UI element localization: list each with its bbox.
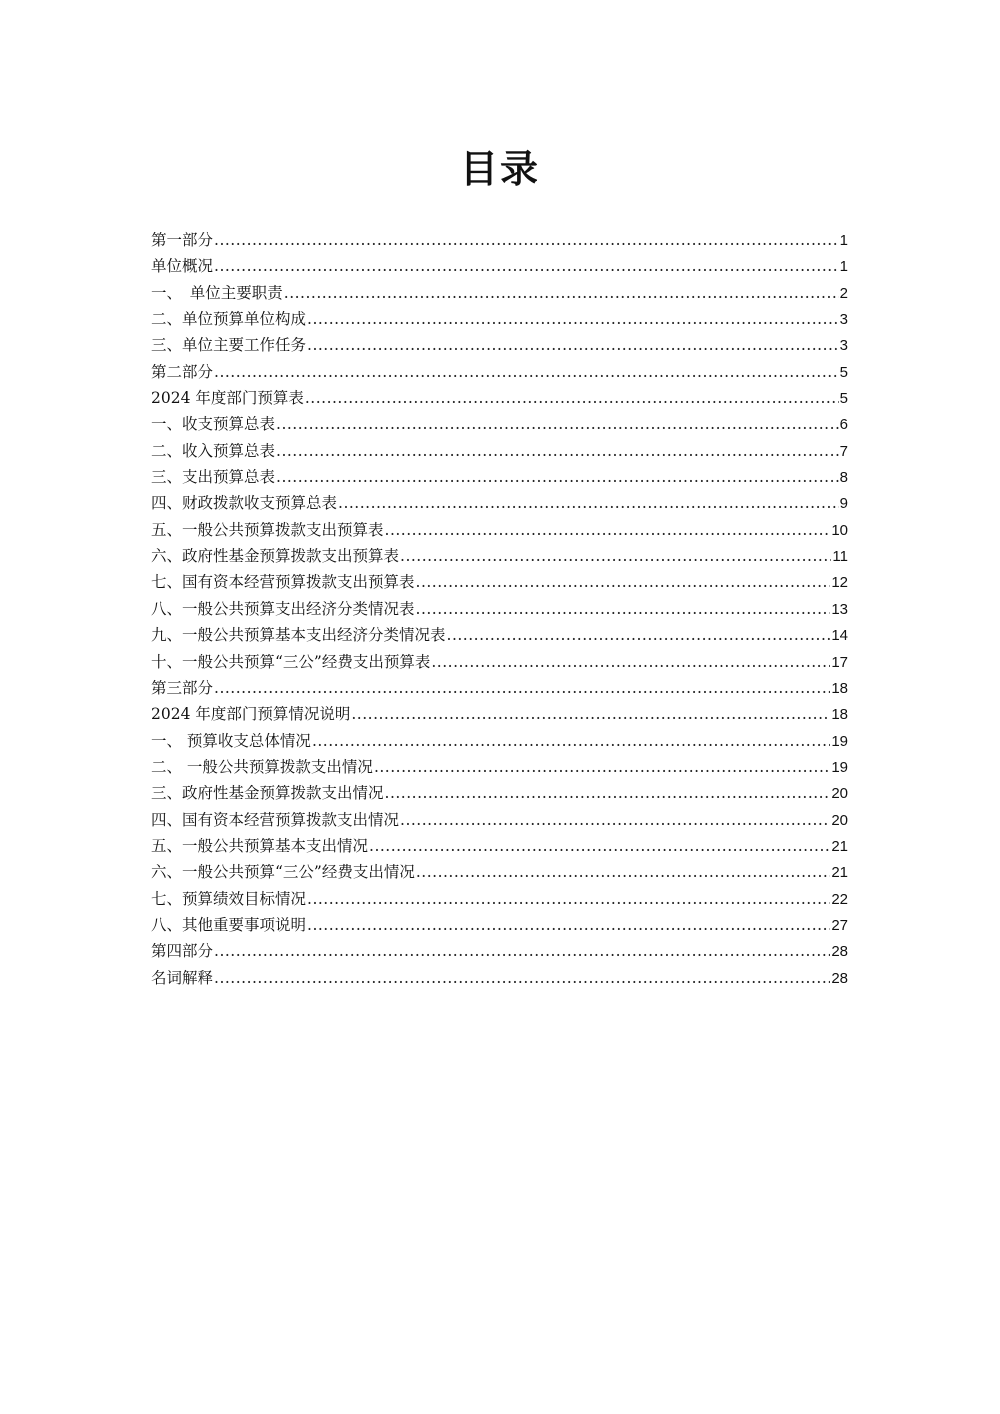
- toc-entry-label: 五、一般公共预算基本支出情况: [151, 836, 369, 855]
- toc-leader-dots: [214, 675, 830, 701]
- toc-entry-label: 九、一般公共预算基本支出经济分类情况表: [151, 626, 446, 645]
- toc-entry-page-number: 21: [831, 837, 848, 855]
- toc-entry[interactable]: [151, 807, 848, 833]
- toc-entry[interactable]: [151, 859, 848, 885]
- toc-entry[interactable]: [151, 780, 848, 806]
- toc-entry-page-number: 7: [839, 442, 848, 460]
- toc-entry-page-number: 21: [831, 864, 848, 882]
- toc-entry-page-number: 3: [839, 337, 848, 355]
- toc-entry-label: 二、 一般公共预算拨款支出情况: [151, 757, 373, 776]
- toc-entry-page-number: 12: [831, 574, 848, 592]
- toc-entry-page-number: 22: [831, 890, 848, 908]
- toc-entry-page-number: 5: [839, 363, 848, 381]
- toc-entry[interactable]: [151, 596, 848, 622]
- toc-entry-page-number: 6: [839, 416, 848, 434]
- toc-entry-page-number: 18: [831, 679, 848, 697]
- toc-entry-page-number: 10: [831, 521, 848, 539]
- toc-leader-dots: [312, 728, 830, 754]
- toc-leader-dots: [447, 622, 831, 648]
- toc-entry-page-number: 1: [839, 258, 848, 276]
- toc-entry-label: 十、一般公共预算“三公”经费支出预算表: [151, 652, 431, 671]
- toc-entry[interactable]: [151, 306, 848, 332]
- toc-entry-label: 八、一般公共预算支出经济分类情况表: [151, 599, 415, 618]
- toc-leader-dots: [385, 517, 831, 543]
- toc-entry-label: 二、收入预算总表: [151, 441, 276, 460]
- toc-entry[interactable]: [151, 965, 848, 991]
- toc-entry[interactable]: [151, 280, 848, 306]
- toc-leader-dots: [307, 306, 839, 332]
- toc-leader-dots: [369, 833, 830, 859]
- toc-leader-dots: [307, 886, 830, 912]
- toc-entry-page-number: 13: [831, 600, 848, 618]
- table-of-contents: [151, 227, 848, 991]
- toc-entry[interactable]: [151, 464, 848, 490]
- toc-entry[interactable]: [151, 385, 848, 411]
- toc-entry[interactable]: [151, 569, 848, 595]
- toc-entry-label: 名词解释: [151, 968, 214, 987]
- toc-entry[interactable]: [151, 253, 848, 279]
- toc-entry-page-number: 5: [839, 390, 848, 408]
- toc-entry[interactable]: [151, 701, 848, 727]
- toc-entry[interactable]: [151, 438, 848, 464]
- toc-entry[interactable]: [151, 754, 848, 780]
- toc-leader-dots: [338, 490, 839, 516]
- toc-entry-page-number: 20: [831, 811, 848, 829]
- toc-entry-page-number: 1: [839, 232, 848, 249]
- toc-entry[interactable]: [151, 517, 848, 543]
- toc-entry[interactable]: [151, 490, 848, 516]
- toc-entry-label: 四、国有资本经营预算拨款支出情况: [151, 810, 400, 829]
- toc-entry-label: 三、单位主要工作任务: [151, 336, 307, 355]
- toc-entry[interactable]: [151, 332, 848, 358]
- toc-leader-dots: [400, 807, 830, 833]
- toc-entry-page-number: 8: [839, 469, 848, 487]
- toc-leader-dots: [416, 569, 831, 595]
- toc-entry-page-number: 2: [839, 284, 848, 302]
- toc-entry-label: 二、单位预算单位构成: [151, 310, 307, 329]
- toc-entry-label: 八、其他重要事项说明: [151, 915, 307, 934]
- toc-entry-label: 五、一般公共预算拨款支出预算表: [151, 520, 384, 539]
- toc-leader-dots: [276, 464, 839, 490]
- toc-entry-label: 三、政府性基金预算拨款支出情况: [151, 784, 384, 803]
- page-title: 目录: [459, 147, 540, 191]
- toc-entry-page-number: 27: [831, 916, 848, 934]
- toc-entry-page-number: 11: [832, 548, 848, 566]
- toc-leader-dots: [416, 859, 830, 885]
- toc-entry-label: 2024 年度部门预算表: [151, 389, 304, 408]
- toc-leader-dots: [351, 701, 830, 727]
- toc-entry-label: 七、国有资本经营预算拨款支出预算表: [151, 573, 415, 592]
- toc-leader-dots: [305, 385, 839, 411]
- toc-entry-page-number: 28: [831, 969, 848, 987]
- toc-entry-page-number: 20: [831, 785, 848, 803]
- toc-entry-page-number: 18: [831, 706, 848, 724]
- toc-entry-label: 七、预算绩效目标情况: [151, 889, 307, 908]
- toc-entry-label: 六、一般公共预算“三公”经费支出情况: [151, 863, 415, 882]
- toc-entry-page-number: 19: [831, 758, 848, 776]
- toc-entry-label: 2024 年度部门预算情况说明: [151, 705, 351, 724]
- toc-entry-label: 一、 预算收支总体情况: [151, 731, 311, 750]
- toc-entry-label: 一、 单位主要职责: [151, 283, 283, 302]
- toc-entry-page-number: 28: [831, 943, 848, 961]
- toc-leader-dots: [431, 649, 830, 675]
- toc-leader-dots: [307, 332, 839, 358]
- toc-entry[interactable]: [151, 411, 848, 437]
- toc-entry[interactable]: [151, 649, 848, 675]
- toc-entry-label: 四、财政拨款收支预算总表: [151, 494, 338, 513]
- toc-entry-label: 第二部分: [151, 362, 214, 381]
- toc-entry[interactable]: [151, 833, 848, 859]
- toc-entry[interactable]: [151, 543, 848, 569]
- toc-leader-dots: [276, 411, 839, 437]
- toc-entry[interactable]: [151, 938, 848, 964]
- toc-entry[interactable]: [151, 912, 848, 938]
- toc-entry-label: 六、政府性基金预算拨款支出预算表: [151, 547, 400, 566]
- toc-leader-dots: [214, 253, 839, 279]
- toc-entry[interactable]: [151, 728, 848, 754]
- toc-entry-label: 第四部分: [151, 942, 214, 961]
- toc-leader-dots: [214, 938, 830, 964]
- toc-entry-page-number: 9: [839, 495, 848, 513]
- toc-leader-dots: [374, 754, 830, 780]
- toc-leader-dots: [214, 359, 839, 385]
- toc-entry-page-number: 14: [831, 627, 848, 645]
- toc-entry-label: 三、支出预算总表: [151, 468, 276, 487]
- toc-entry-label: 一、收支预算总表: [151, 415, 276, 434]
- toc-entry[interactable]: [151, 359, 848, 385]
- toc-leader-dots: [284, 280, 839, 306]
- toc-entry-label: 第三部分: [151, 678, 214, 697]
- toc-entry-page-number: 17: [831, 653, 848, 671]
- toc-entry-page-number: 19: [831, 732, 848, 750]
- toc-leader-dots: [214, 965, 830, 991]
- toc-entry[interactable]: [151, 675, 848, 701]
- toc-leader-dots: [307, 912, 830, 938]
- toc-leader-dots: [385, 780, 831, 806]
- toc-leader-dots: [276, 438, 839, 464]
- toc-entry-page-number: 3: [839, 311, 848, 329]
- toc-entry[interactable]: [151, 886, 848, 912]
- toc-entry[interactable]: [151, 622, 848, 648]
- toc-entry[interactable]: [151, 227, 848, 253]
- toc-entry-label: 第一部分: [151, 231, 214, 249]
- toc-leader-dots: [400, 543, 831, 569]
- toc-leader-dots: [416, 596, 831, 622]
- toc-entry-label: 单位概况: [151, 257, 214, 276]
- toc-leader-dots: [214, 227, 839, 253]
